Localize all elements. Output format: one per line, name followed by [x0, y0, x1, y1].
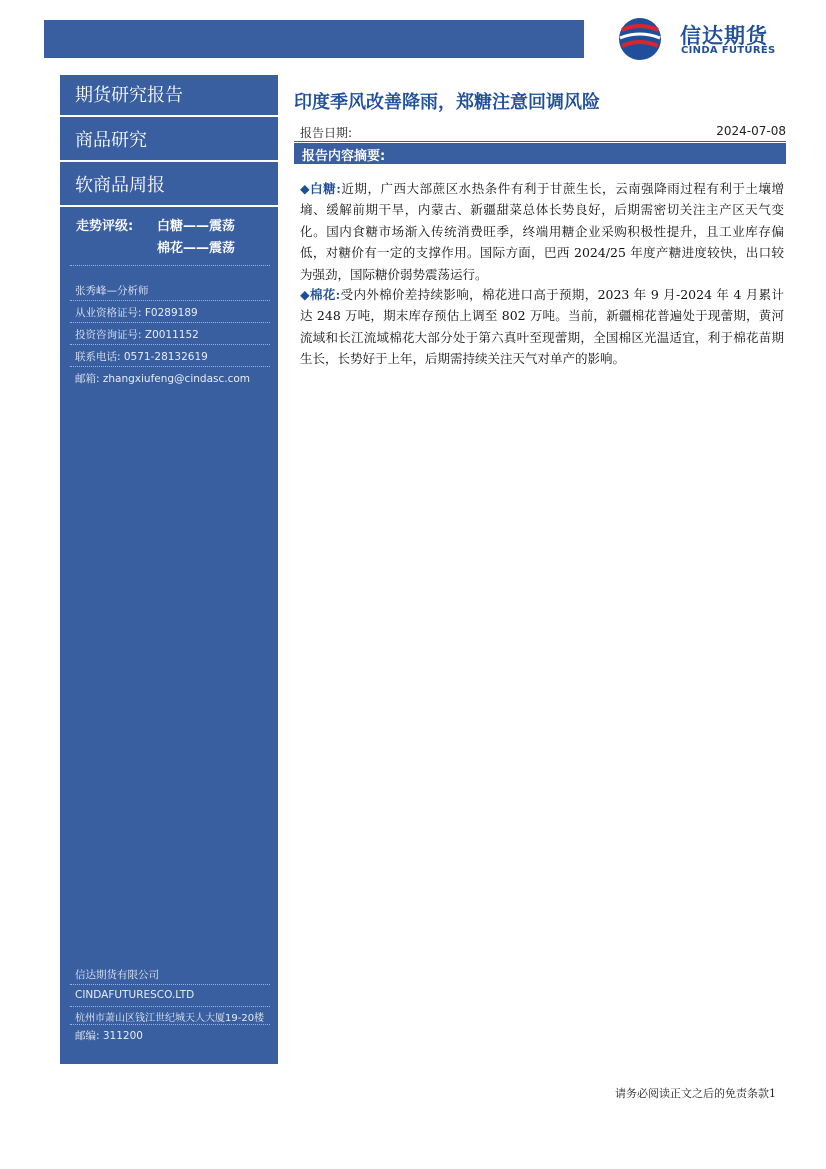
- sidebar-divider: [70, 366, 270, 367]
- rating-cotton: 棉花——震荡: [157, 241, 236, 256]
- paragraph-text-sugar: 近期，广西大部蔗区水热条件有利于甘蔗生长，云南强降雨过程有利于土壤增墒、缓解前期干旱，内蒙古、新疆甜菜总体长势良好，后期需密切关注主产区天气变化。国内食糖市场渐入传统消费旺季，终端用糖企业采购积极性提升，且工业库存偏低，对糖价有一定的支撑作用。国际方面，巴西 2024/25 年度产糖进度较快，出口较为强劲，国际糖价弱势震荡运行。: [300, 181, 784, 282]
- company-zip: 邮编: 311200: [75, 1030, 143, 1042]
- sidebar-heading-weekly: 软商品周报: [60, 165, 278, 207]
- logo-text-en: CINDA FUTURES: [681, 45, 776, 56]
- sidebar: [60, 75, 278, 1064]
- logo-text-cn: 信达期货: [680, 24, 768, 48]
- paragraph-tag-sugar: ◆白糖:: [300, 181, 341, 196]
- sidebar-heading-commodity: 商品研究: [60, 120, 278, 162]
- rating-label: 走势评级:: [76, 219, 134, 234]
- sidebar-divider: [70, 984, 270, 985]
- paragraph-tag-cotton: ◆棉花:: [300, 287, 341, 302]
- date-divider: [294, 141, 786, 142]
- sidebar-divider: [70, 344, 270, 345]
- page-title: 印度季风改善降雨，郑糖注意回调风险: [294, 92, 600, 113]
- company-address: 杭州市萧山区钱江世纪城天人大厦19-20楼: [75, 1013, 265, 1024]
- sidebar-divider: [70, 1006, 270, 1007]
- sidebar-divider: [70, 265, 270, 266]
- date-label: 报告日期:: [300, 126, 353, 140]
- paragraph-text-cotton: 受内外棉价差持续影响，棉花进口高于预期，2023 年 9 月-2024 年 4 月累计达 248 万吨，期末库存预估上调至 802 万吨。当前，新疆棉花普遍处于现蕾期，黄河流域和长江流域棉花大部分处于第六真叶至现蕾期，全国棉区光温适宜，利于棉花苗期生长，长势好于上年，后期需持续关注天气对单产的影响。: [300, 287, 784, 367]
- summary-paragraph-cotton: [300, 284, 784, 370]
- footer-disclaimer: 请务必阅读正文之后的免责条款1: [615, 1087, 776, 1100]
- sidebar-heading-report: 期货研究报告: [60, 75, 278, 117]
- sidebar-divider: [70, 1024, 270, 1025]
- summary-paragraph-sugar: [300, 178, 784, 285]
- sidebar-divider: [70, 300, 270, 301]
- analyst-consult: 投资咨询证号: Z0011152: [75, 329, 199, 341]
- analyst-phone: 联系电话: 0571-28132619: [75, 351, 208, 363]
- analyst-license: 从业资格证号: F0289189: [75, 307, 198, 319]
- summary-bar: [294, 143, 786, 164]
- header-bar: [44, 20, 584, 58]
- analyst-email: 邮箱: zhangxiufeng@cindasc.com: [75, 373, 251, 385]
- analyst-name: 张秀峰—分析师: [75, 285, 149, 297]
- company-en: CINDAFUTURESCO.LTD: [75, 989, 195, 1001]
- date-value: 2024-07-08: [716, 124, 786, 138]
- rating-sugar: 白糖——震荡: [157, 219, 236, 234]
- summary-title: 报告内容摘要:: [302, 149, 386, 164]
- sidebar-divider: [70, 322, 270, 323]
- company-name: 信达期货有限公司: [75, 969, 159, 981]
